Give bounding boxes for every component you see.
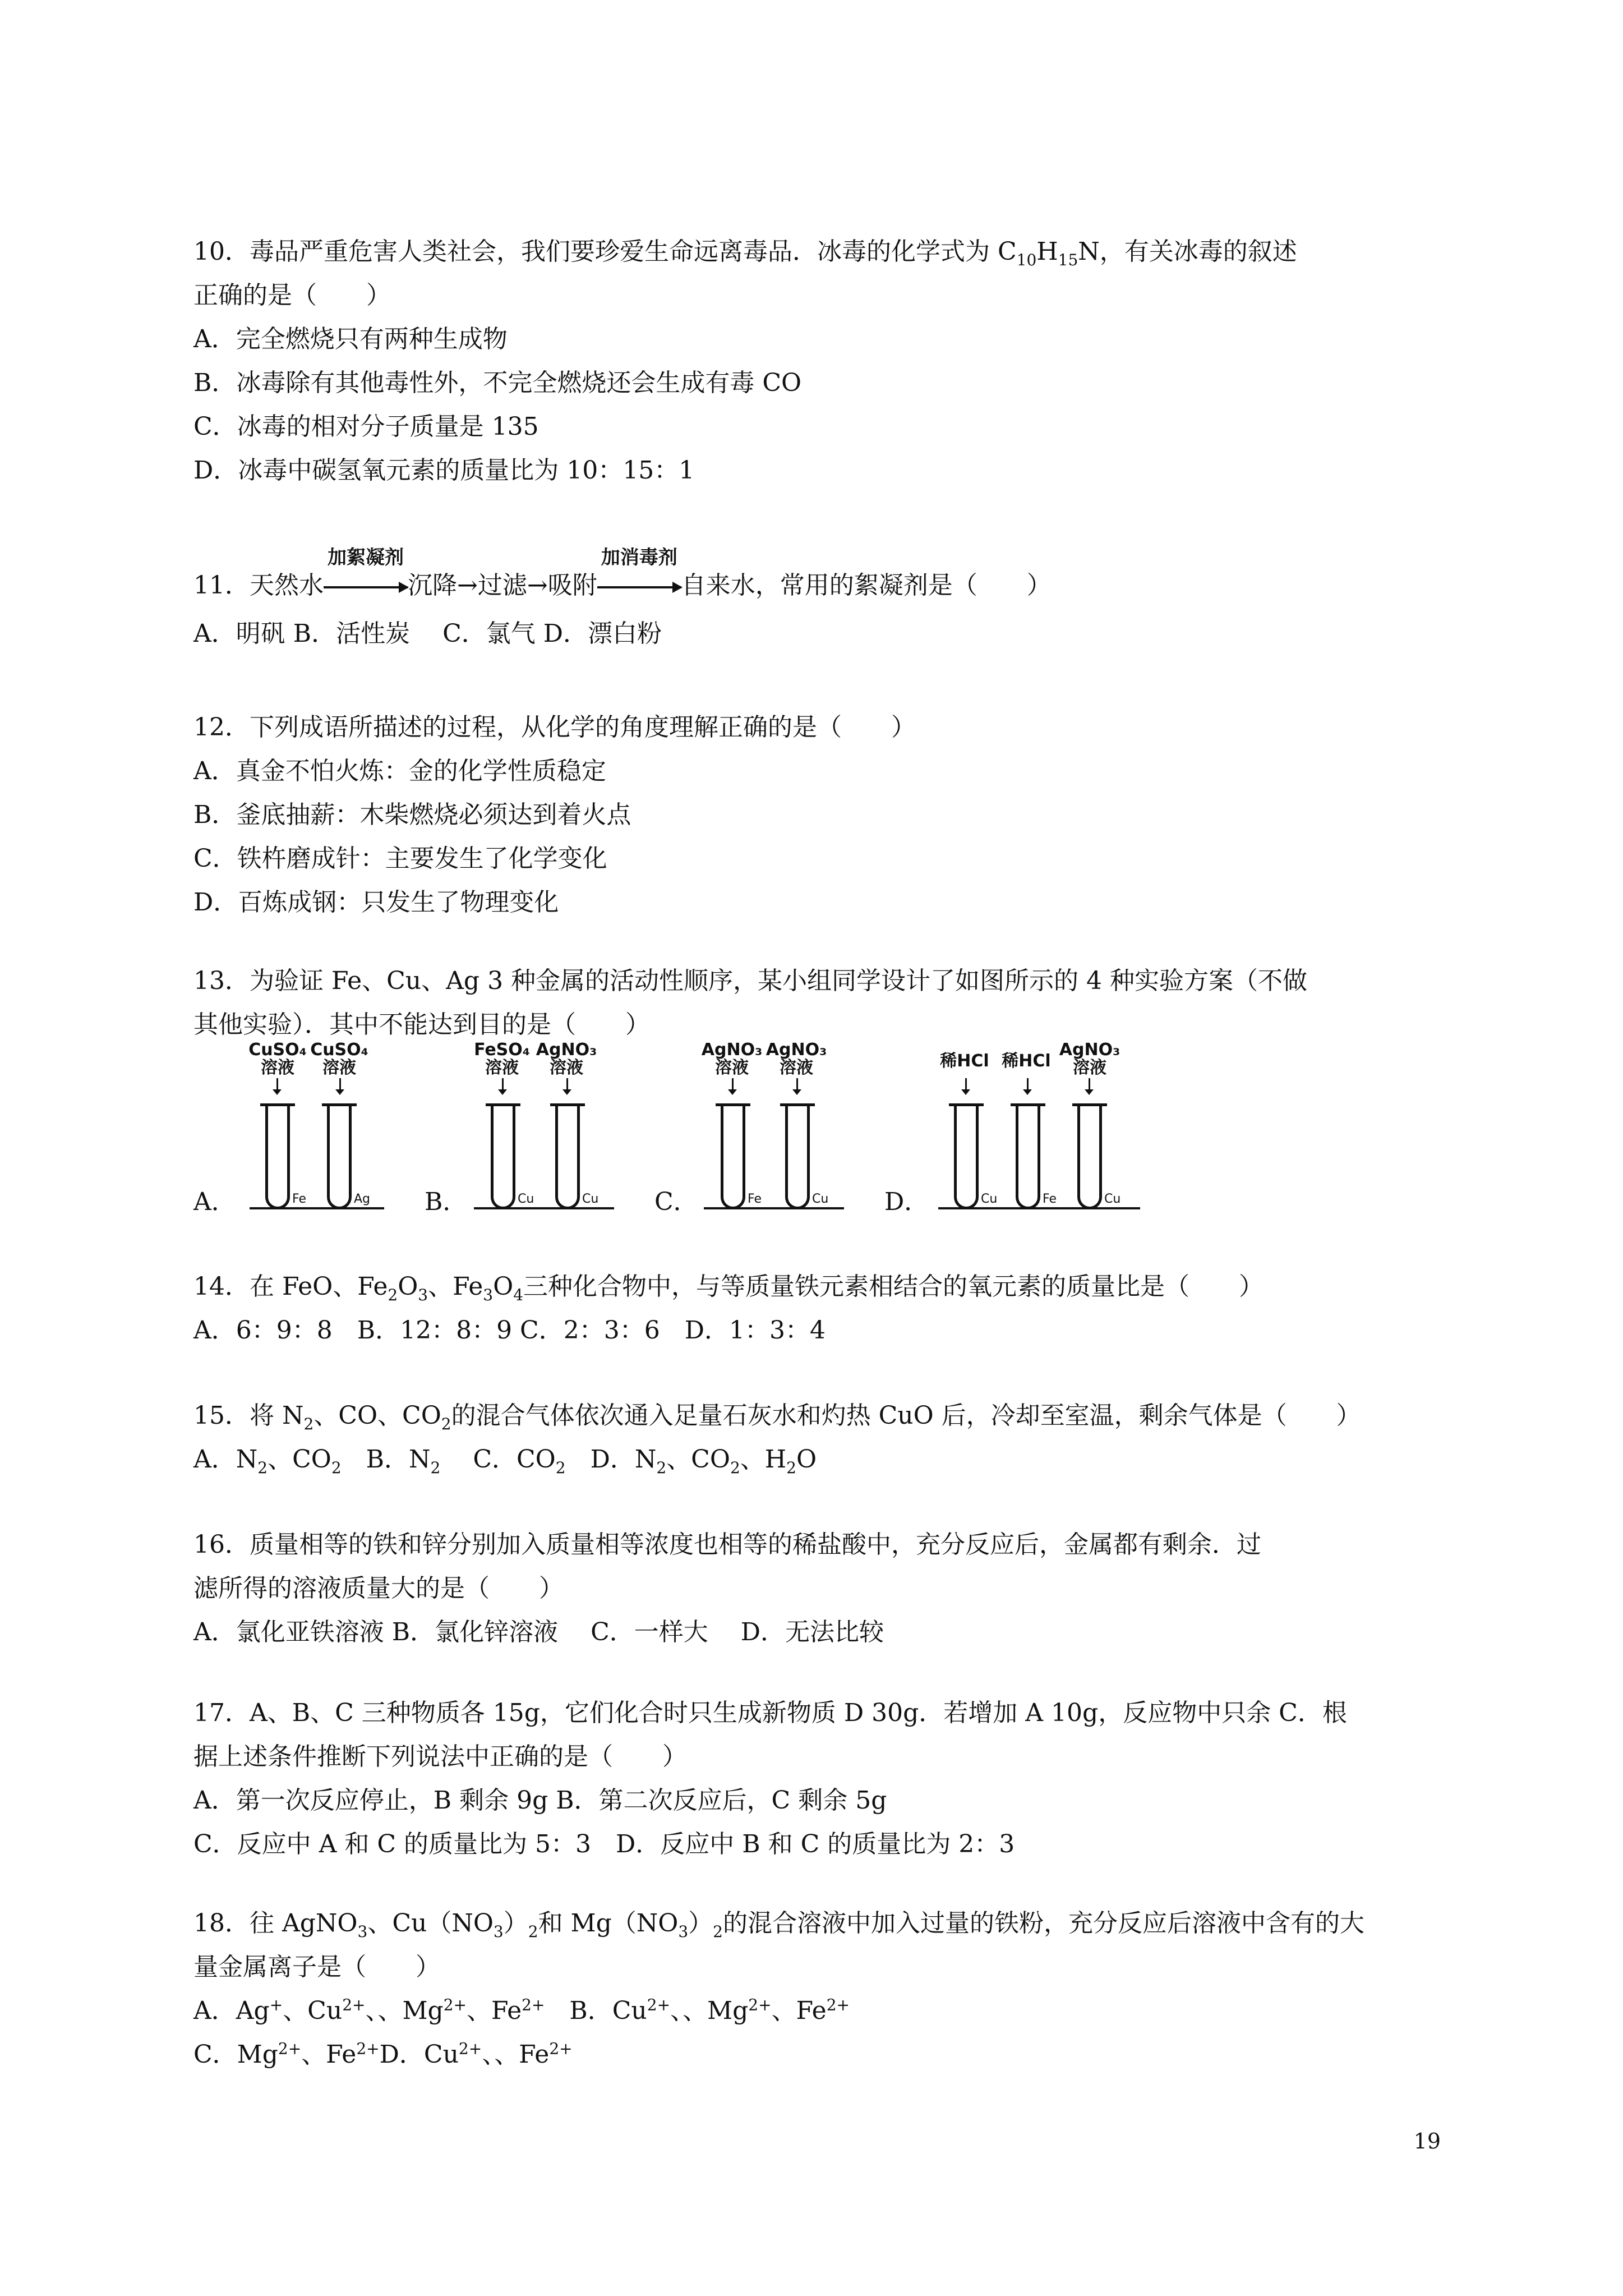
question-16 [193, 1523, 1450, 1654]
q10-option-d: D．冰毒中碳氢氧元素的质量比为 10：15：1 [193, 456, 695, 485]
q13-setup-a [244, 1041, 390, 1209]
test-tube [491, 1106, 515, 1209]
test-tube [785, 1106, 810, 1209]
q13-stem-line1: 13．为验证 Fe、Cu、Ag 3 种金属的活动性顺序，某小组同学设计了如图所示的 4 种实验方案（不做 [193, 967, 1308, 995]
q13-fig-label-b: B． [425, 1188, 468, 1216]
q13-setup-b [468, 1041, 620, 1209]
q12-option-a: A．真金不怕火炼：金的化学性质稳定 [193, 757, 606, 785]
question-14 [193, 1265, 1450, 1352]
question-15 [193, 1394, 1450, 1481]
pointer-arrow [732, 1078, 734, 1091]
reaction-arrow-disinfectant: 加消毒剂 [597, 564, 681, 608]
reagent-label: AgNO₃ 溶液 [1059, 1040, 1121, 1078]
q18-stem-line1: 18．往 AgNO$_3$、$Cu(NO_3)_2$和 $Mg(NO_3)_2$的混合溶液中加入过量的铁粉，充分反应后溶液中含有的大 [193, 1909, 1364, 1941]
q16-options: A．氯化亚铁溶液 B．氯化锌溶液 C．一样大 D．无法比较 [193, 1618, 884, 1646]
q16-stem-line2: 滤所得的溶液质量大的是（ ） [193, 1574, 564, 1603]
reagent-label: FeSO₄ 溶液 [474, 1040, 530, 1078]
q18-stem-line2: 量金属离子是（ ） [193, 1953, 440, 1981]
q10-stem-line1: 10．毒品严重危害人类社会，我们要珍爱生命远离毒品．冰毒的化学式为 $C_{10}H_{15}N$，有关冰毒的叙述 [193, 237, 1297, 269]
q10-stem-line2: 正确的是（ ） [193, 281, 391, 310]
baseline [938, 1207, 1140, 1209]
q17-options-ab: A．第一次反应停止，B 剩余 9g B．第二次反应后，C 剩余 5g [193, 1786, 887, 1815]
test-tube [1016, 1106, 1040, 1209]
reagent-label: 稀HCl [1002, 1051, 1051, 1071]
test-tube [1077, 1106, 1102, 1209]
q12-stem: 12．下列成语所描述的过程，从化学的角度理解正确的是（ ） [193, 713, 916, 742]
metal-label: Cu [1104, 1192, 1121, 1206]
pointer-arrow [276, 1078, 278, 1091]
metal-label: Cu [582, 1192, 599, 1206]
reagent-label: AgNO₃ 溶液 [536, 1040, 597, 1078]
test-tube [721, 1106, 745, 1209]
question-11 [193, 546, 1450, 656]
question-18 [193, 1902, 1450, 2077]
q13-fig-label-c: C． [654, 1188, 698, 1216]
q16-stem-line1: 16．质量相等的铁和锌分别加入质量相等浓度也相等的稀盐酸中，充分反应后，金属都有剩余．过 [193, 1530, 1261, 1559]
q14-options: A．6：9：8 B．12：8：9 C．2：3：6 D．1：3：4 [193, 1316, 826, 1345]
q18-options-ab: A．Ag+、$Cu^{2+}$、、$Mg^{2+}$、$Fe^{2+}$ B．$Cu^{2+}$、、$Mg^{2+}$、$Fe^{2+}$ [193, 1995, 850, 2025]
baseline [250, 1207, 384, 1209]
reagent-label: 稀HCl [940, 1051, 989, 1071]
q10-option-b: B．冰毒除有其他毒性外，不完全燃烧还会生成有毒 CO [193, 369, 802, 397]
q17-options-cd: C．反应中 A 和 C 的质量比为 5：3 D．反应中 B 和 C 的质量比为 2：3 [193, 1830, 1015, 1858]
pointer-arrow [1027, 1078, 1029, 1091]
q13-stem-line2: 其他实验）．其中不能达到目的是（ ） [193, 1010, 650, 1039]
q12-option-d: D．百炼成钢：只发生了物理变化 [193, 888, 559, 917]
metal-label: Fe [1043, 1192, 1057, 1206]
question-12 [193, 706, 1450, 924]
question-13 [193, 959, 1450, 1047]
question-10 [193, 230, 1450, 493]
q11-options: A．明矾 B．活性炭 C．氯气 D．漂白粉 [193, 619, 662, 648]
page-number: 19 [1413, 2129, 1441, 2154]
metal-label: Fe [748, 1192, 762, 1206]
q13-setup-d [934, 1041, 1147, 1209]
q10-option-c: C．冰毒的相对分子质量是 135 [193, 412, 539, 441]
q13-experiment-figures [193, 1040, 1427, 1223]
pointer-arrow [796, 1078, 798, 1091]
q11-stem: 11．天然水 加絮凝剂 沉降→过滤→吸附 加消毒剂 自来水，常用的絮凝剂是（ ） [193, 564, 1450, 608]
metal-label: Ag [354, 1192, 371, 1206]
pointer-arrow [1089, 1078, 1090, 1091]
test-tube [265, 1106, 290, 1209]
q15-stem: 15．将 $N_2$、CO、$CO_2$的混合气体依次通入足量石灰水和灼热 CuO 后，冷却至室温，剩余气体是（ ） [193, 1401, 1361, 1433]
baseline [474, 1207, 614, 1209]
test-tube [954, 1106, 979, 1209]
q13-setup-c [698, 1041, 850, 1209]
metal-label: Fe [292, 1192, 306, 1206]
question-17 [193, 1691, 1450, 1866]
pointer-arrow [566, 1078, 568, 1091]
test-tube [555, 1106, 580, 1209]
metal-label: Cu [518, 1192, 534, 1206]
q17-stem-line2: 据上述条件推断下列说法中正确的是（ ） [193, 1742, 687, 1771]
q12-option-c: C．铁杵磨成针：主要发生了化学变化 [193, 844, 607, 873]
metal-label: Cu [812, 1192, 829, 1206]
q13-fig-label-d: D． [884, 1188, 929, 1216]
reagent-label: CuSO₄ 溶液 [248, 1040, 307, 1078]
test-tube [327, 1106, 352, 1209]
q10-option-a: A．完全燃烧只有两种生成物 [193, 325, 508, 353]
q17-stem-line1: 17．A、B、C 三种物质各 15g，它们化合时只生成新物质 D 30g．若增加 A 10g，反应物中只余 C．根 [193, 1699, 1347, 1727]
q15-options: A．$N_2$、$CO_2$ B．$N_2$ C．$CO_2$ D．$N_2$、$CO_2$、$H_2O$ [193, 1445, 817, 1477]
reagent-label: AgNO₃ 溶液 [701, 1040, 763, 1078]
pointer-arrow [965, 1078, 967, 1091]
reagent-label: CuSO₄ 溶液 [310, 1040, 368, 1078]
q18-options-cd: C．$Mg^{2+}$、$Fe^{2+}D$．$Cu^{2+}$、、$Fe^{2+}$ [193, 2039, 573, 2069]
reaction-arrow-flocculant: 加絮凝剂 [324, 564, 408, 608]
reagent-label: AgNO₃ 溶液 [766, 1040, 827, 1078]
metal-label: Cu [981, 1192, 998, 1206]
q14-stem: 14．在 FeO、$Fe_2O_3$、$Fe_3O_4$三种化合物中，与等质量铁元素相结合的氧元素的质量比是（ ） [193, 1272, 1264, 1304]
pointer-arrow [502, 1078, 504, 1091]
baseline [704, 1207, 844, 1209]
q12-option-b: B．釜底抽薪：木柴燃烧必须达到着火点 [193, 800, 631, 829]
pointer-arrow [339, 1078, 341, 1091]
q13-fig-label-a: A． [193, 1188, 236, 1216]
